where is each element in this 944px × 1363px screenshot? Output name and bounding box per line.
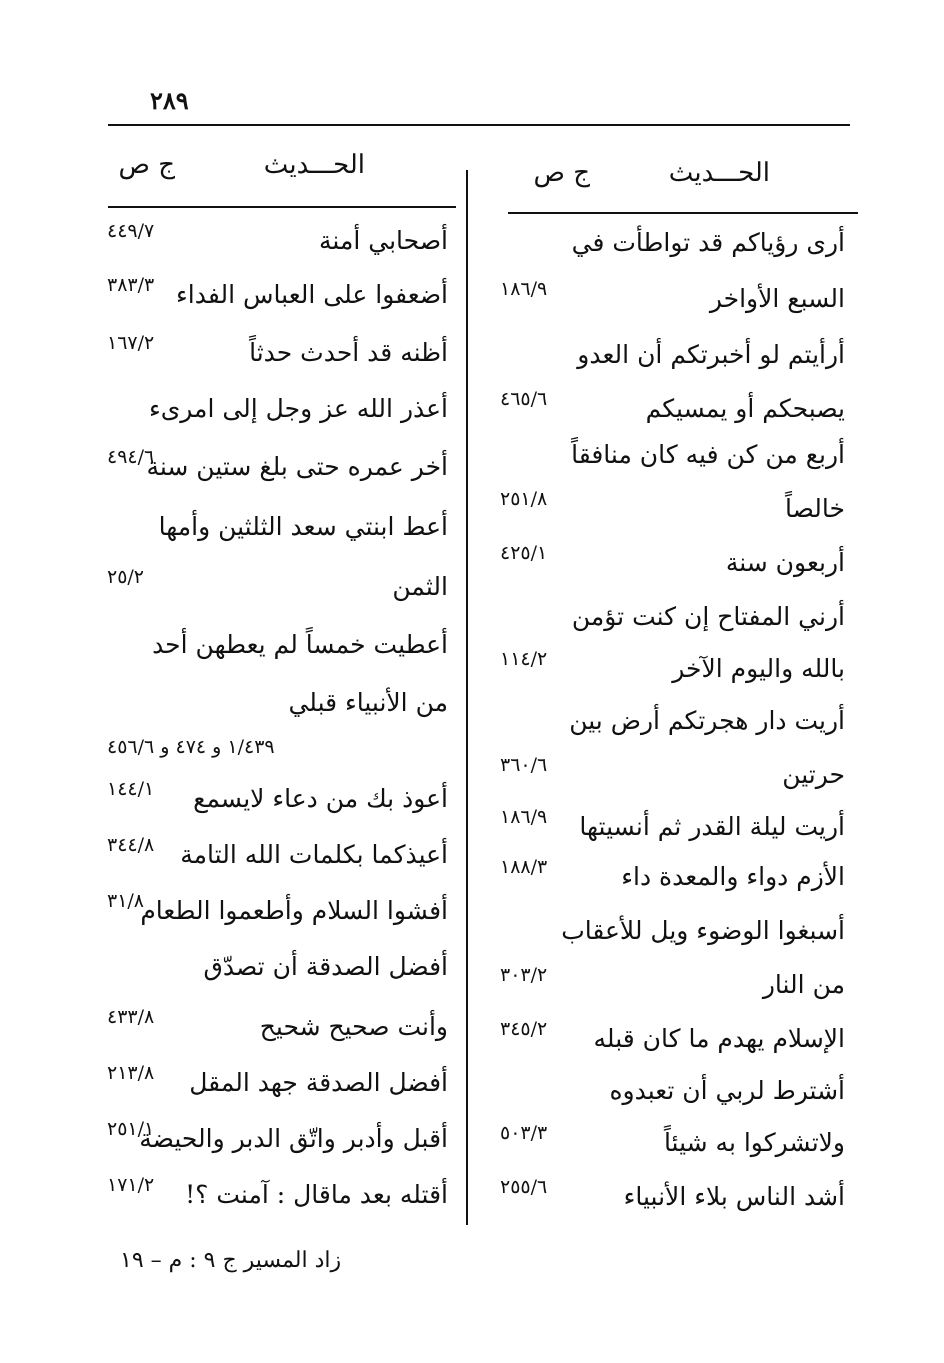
hadith-header: الحـــديث <box>263 150 365 180</box>
hadith-text: أقتله بعد ماقال : آمنت ؟! <box>185 1180 448 1209</box>
volume-page-ref: ٤٤٩/٧ <box>107 220 155 242</box>
index-entry-line <box>95 778 460 824</box>
index-entry-line <box>490 916 850 956</box>
volume-page-ref: ١١٤/٢ <box>500 648 548 670</box>
index-entry-line <box>490 754 850 800</box>
index-entry-line <box>490 806 850 852</box>
volume-page-ref: ١٤٤/١ <box>107 778 155 800</box>
volume-page-ref: ١٨٦/٩ <box>500 806 548 828</box>
volume-page-ref: ٢١٣/٨ <box>107 1062 155 1084</box>
index-entry-line <box>95 1062 460 1108</box>
index-entry-line <box>95 220 460 266</box>
volume-page-ref: ٣٦٠/٦ <box>500 754 548 776</box>
index-entry-line <box>490 964 850 1010</box>
hadith-text: أقبل وأدبر واتّق الدبر والحيضة <box>139 1124 448 1153</box>
hadith-text: خالصاً <box>785 494 845 523</box>
index-entry-line <box>490 706 850 746</box>
index-entry-line <box>95 1118 460 1164</box>
index-entry-line <box>490 1018 850 1064</box>
hadith-text: أريت دار هجرتكم أرض بين <box>569 706 845 735</box>
volume-page-ref: ٣٤٥/٢ <box>500 1018 548 1040</box>
footer-signature: زاد المسير ج ٩ : م – ١٩ <box>120 1248 342 1273</box>
index-entry-line <box>95 446 460 492</box>
volume-page-ref: ٢٥/٢ <box>107 566 145 588</box>
index-entry-line <box>490 228 850 268</box>
top-rule <box>108 124 850 126</box>
index-entry-line <box>95 1174 460 1220</box>
volume-page-ref: ٣٠٣/٢ <box>500 964 548 986</box>
index-entry-line <box>95 566 460 612</box>
hadith-text: من النار <box>762 970 845 999</box>
hadith-text: حرتين <box>782 760 845 789</box>
index-entry-line <box>95 736 460 782</box>
hadith-text: أريت ليلة القدر ثم أنسيتها <box>579 812 845 841</box>
index-entry-line <box>95 630 460 670</box>
index-entry-line <box>490 1122 850 1168</box>
header-rule <box>508 212 858 214</box>
page-number: ٢٨٩ <box>150 86 189 115</box>
header-rule <box>108 206 456 208</box>
hadith-text: أفضل الصدقة جهد المقل <box>189 1068 448 1097</box>
hadith-text: أضعفوا على العباس الفداء <box>176 280 448 309</box>
index-entry-line <box>95 1006 460 1052</box>
volume-page-ref: ١/٤٣٩ و ٤٧٤ و ٤٥٦/٦ <box>107 736 275 758</box>
hadith-text: ولاتشركوا به شيئاً <box>663 1128 845 1157</box>
hadith-text: أربع من كن فيه كان منافقاً <box>571 440 845 469</box>
volume-page-ref: ٣٨٣/٣ <box>107 274 155 296</box>
left-column-header <box>95 150 460 190</box>
volume-page-ref: ٤٢٥/١ <box>500 542 548 564</box>
volume-page-ref: ٥٠٣/٣ <box>500 1122 548 1144</box>
hadith-text: أعيذكما بكلمات الله التامة <box>180 840 448 869</box>
hadith-text: أعط ابنتي سعد الثلثين وأمها <box>158 512 448 541</box>
index-entry-line <box>490 488 850 534</box>
hadith-text: أشد الناس بلاء الأنبياء <box>623 1182 845 1211</box>
index-entry-line <box>95 890 460 936</box>
volume-page-ref: ٢٥١/١ <box>107 1118 155 1140</box>
hadith-text: الأزم دواء والمعدة داء <box>621 862 845 891</box>
index-entry-line <box>95 274 460 320</box>
index-entry-line <box>490 340 850 380</box>
hadith-text: وأنت صحيح شحيح <box>259 1012 448 1041</box>
index-entry-line <box>490 278 850 324</box>
volume-page-ref: ٢٥٥/٦ <box>500 1176 548 1198</box>
hadith-text: أشترط لربي أن تعبدوه <box>609 1076 845 1105</box>
hadith-text: الإسلام يهدم ما كان قبله <box>593 1024 845 1053</box>
column-divider <box>466 170 468 1225</box>
index-entry-line <box>95 512 460 552</box>
hadith-text: أربعون سنة <box>725 548 845 577</box>
volume-page-ref: ١٧١/٢ <box>107 1174 155 1196</box>
hadith-text: من الأنبياء قبلي <box>288 688 448 717</box>
volume-page-ref: ٣٤٤/٨ <box>107 834 155 856</box>
hadith-header: الحـــديث <box>668 158 770 188</box>
index-entry-line <box>490 440 850 480</box>
index-entry-line <box>95 394 460 434</box>
index-entry-line <box>95 332 460 378</box>
volume-page-header: ج ص <box>118 150 175 180</box>
index-entry-line <box>490 648 850 694</box>
hadith-text: أخر عمره حتى بلغ ستين سنة <box>146 452 448 481</box>
index-entry-line <box>490 1076 850 1116</box>
index-entry-line <box>95 834 460 880</box>
hadith-text: أعطيت خمساً لم يعطهن أحد <box>152 630 448 659</box>
hadith-text: السبع الأواخر <box>709 284 845 313</box>
volume-page-ref: ١٨٨/٣ <box>500 856 548 878</box>
hadith-text: أصحابي أمنة <box>319 226 448 255</box>
index-entry-line <box>95 688 460 728</box>
index-entry-line <box>490 1176 850 1222</box>
hadith-text: أسبغوا الوضوء ويل للأعقاب <box>561 916 845 945</box>
volume-page-ref: ٤٩٤/٦ <box>107 446 155 468</box>
index-entry-line <box>490 602 850 642</box>
hadith-text: أعوذ بك من دعاء لايسمع <box>193 784 448 813</box>
right-column-header <box>490 158 850 198</box>
hadith-text: بالله واليوم الآخر <box>672 654 845 683</box>
index-entry-line <box>490 542 850 588</box>
hadith-text: أرني المفتاح إن كنت تؤمن <box>571 602 845 631</box>
hadith-text: أفضل الصدقة أن تصدّق <box>203 952 448 981</box>
volume-page-header: ج ص <box>533 158 590 188</box>
volume-page-ref: ١٦٧/٢ <box>107 332 155 354</box>
hadith-text: يصبحكم أو يمسيكم <box>645 394 845 423</box>
volume-page-ref: ٣١/٨ <box>107 890 145 912</box>
hadith-text: أرى رؤياكم قد تواطأت في <box>571 228 845 257</box>
volume-page-ref: ٢٥١/٨ <box>500 488 548 510</box>
hadith-text: أعذر الله عز وجل إلى امرىء <box>148 394 448 423</box>
hadith-text: الثمن <box>392 572 448 601</box>
index-entry-line <box>95 952 460 992</box>
index-entry-line <box>490 856 850 902</box>
hadith-text: أظنه قد أحدث حدثاً <box>249 338 448 367</box>
volume-page-ref: ٤٣٣/٨ <box>107 1006 155 1028</box>
hadith-text: أرأيتم لو أخبرتكم أن العدو <box>577 340 845 369</box>
index-entry-line <box>490 388 850 434</box>
volume-page-ref: ١٨٦/٩ <box>500 278 548 300</box>
volume-page-ref: ٤٦٥/٦ <box>500 388 548 410</box>
hadith-text: أفشوا السلام وأطعموا الطعام <box>140 896 448 925</box>
